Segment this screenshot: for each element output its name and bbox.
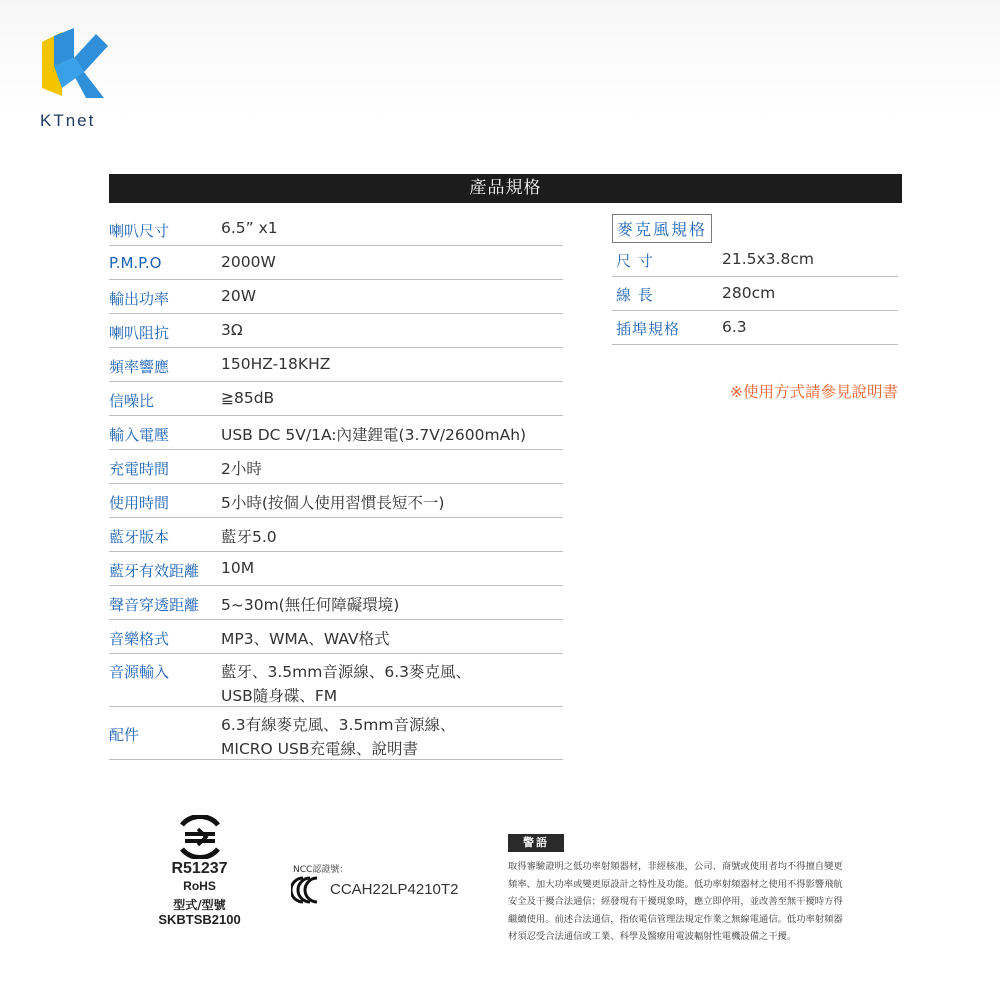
spec-key: 輸入電壓 xyxy=(109,426,170,444)
spec-value: 5小時(按個人使用習慣長短不一) xyxy=(221,494,445,512)
spec-key: 聲音穿透距離 xyxy=(109,596,200,614)
mic-spec-table xyxy=(612,214,898,345)
spec-value-line: 6.3有線麥克風、3.5mm音源線、 xyxy=(221,716,456,734)
warning-line: 材須忍受合法通信或工業、科學及醫療用電波輻射性電機設備之干擾。 xyxy=(508,931,797,943)
mic-spec-row xyxy=(612,311,898,345)
spec-row xyxy=(109,212,563,246)
spec-row xyxy=(109,586,563,620)
ncc-mark-icon xyxy=(291,876,325,904)
spec-row xyxy=(109,707,563,760)
spec-key: 喇叭阻抗 xyxy=(109,324,170,342)
spec-row xyxy=(109,552,563,586)
spec-key: 輸出功率 xyxy=(109,290,170,308)
mic-spec-value: 21.5x3.8cm xyxy=(722,250,814,268)
warning-line: 頻率、加大功率或變更原設計之特性及功能。低功率射頻器材之使用不得影響飛航 xyxy=(508,878,843,890)
spec-row xyxy=(109,484,563,518)
spec-value: 3Ω xyxy=(221,321,243,339)
model-number: SKBTSB2100 xyxy=(158,912,241,927)
spec-value: 藍牙5.0 xyxy=(221,528,277,546)
bsmi-number: R51237 xyxy=(171,860,228,877)
spec-value: 5~30m(無任何障礙環境) xyxy=(221,596,400,614)
mic-spec-key: 尺 寸 xyxy=(616,252,654,270)
spec-value: 2小時 xyxy=(221,460,262,478)
spec-row xyxy=(109,416,563,450)
mic-spec-value: 6.3 xyxy=(722,318,747,336)
spec-row xyxy=(109,382,563,416)
spec-value: MP3、WMA、WAV格式 xyxy=(221,630,390,648)
ncc-code: CCAH22LP4210T2 xyxy=(330,881,459,898)
model-label: 型式/型號 xyxy=(173,898,226,912)
mic-spec-value: 280cm xyxy=(722,284,776,302)
mic-spec-key: 線 長 xyxy=(616,286,654,304)
spec-row xyxy=(109,518,563,552)
spec-key: 充電時間 xyxy=(109,460,170,478)
spec-key: 配件 xyxy=(109,726,140,744)
spec-value xyxy=(221,660,471,708)
bsmi-mark-icon xyxy=(176,815,224,859)
spec-header-title: 產品規格 xyxy=(469,178,542,198)
spec-header-bar xyxy=(109,174,902,203)
warning-line: 安全及干擾合法通信；經發現有干擾現象時，應立即停用，並改善至無干擾時方得 xyxy=(508,896,843,908)
spec-row xyxy=(109,620,563,654)
spec-value: ≧85dB xyxy=(221,389,275,407)
spec-key: 音樂格式 xyxy=(109,630,170,648)
spec-row xyxy=(109,348,563,382)
spec-key: 藍牙有效距離 xyxy=(109,562,200,580)
spec-key: 信噪比 xyxy=(109,392,155,410)
spec-row xyxy=(109,280,563,314)
spec-value: 10M xyxy=(221,559,255,577)
ktnet-logo-icon xyxy=(38,28,108,103)
spec-key: 藍牙版本 xyxy=(109,528,170,546)
logo-text: KTnet xyxy=(40,111,96,130)
warning-text xyxy=(508,858,898,946)
spec-row xyxy=(109,654,563,707)
spec-value xyxy=(221,713,456,761)
usage-note: ※使用方式請參見說明書 xyxy=(730,383,898,401)
spec-value: USB DC 5V/1A:內建鋰電(3.7V/2600mAh) xyxy=(221,426,527,444)
warning-line: 繼續使用。前述合法通信，指依電信管理法規定作業之無線電通信。低功率射頻器 xyxy=(508,913,843,925)
spec-row xyxy=(109,246,563,280)
spec-key: 喇叭尺寸 xyxy=(109,222,170,240)
spec-key: 頻率響應 xyxy=(109,358,170,376)
spec-key: 使用時間 xyxy=(109,494,170,512)
spec-table xyxy=(109,212,563,760)
rohs-label: RoHS xyxy=(183,879,216,893)
spec-value-line: 藍牙、3.5mm音源線、6.3麥克風、 xyxy=(221,663,471,681)
spec-value: 2000W xyxy=(221,253,276,271)
mic-spec-row xyxy=(612,277,898,311)
spec-value: 6.5” x1 xyxy=(221,219,278,237)
mic-spec-title: 麥克風規格 xyxy=(612,214,712,243)
spec-value-line: USB隨身碟、FM xyxy=(221,687,338,705)
spec-row xyxy=(109,314,563,348)
spec-value: 150HZ-18KHZ xyxy=(221,355,331,373)
spec-value-line: MICRO USB充電線、說明書 xyxy=(221,740,418,758)
warning-line: 取得審驗證明之低功率射頻器材，非經核准，公司、商號或使用者均不得擅自變更 xyxy=(508,861,843,872)
spec-value: 20W xyxy=(221,287,257,305)
spec-key: 音源輸入 xyxy=(109,663,170,681)
mic-spec-row xyxy=(612,243,898,277)
warning-badge: 警語 xyxy=(508,834,564,852)
spec-key: P.M.P.O xyxy=(109,254,162,272)
ncc-label: NCC認證號： xyxy=(293,865,349,875)
mic-spec-key: 插埠規格 xyxy=(616,320,681,338)
spec-row xyxy=(109,450,563,484)
